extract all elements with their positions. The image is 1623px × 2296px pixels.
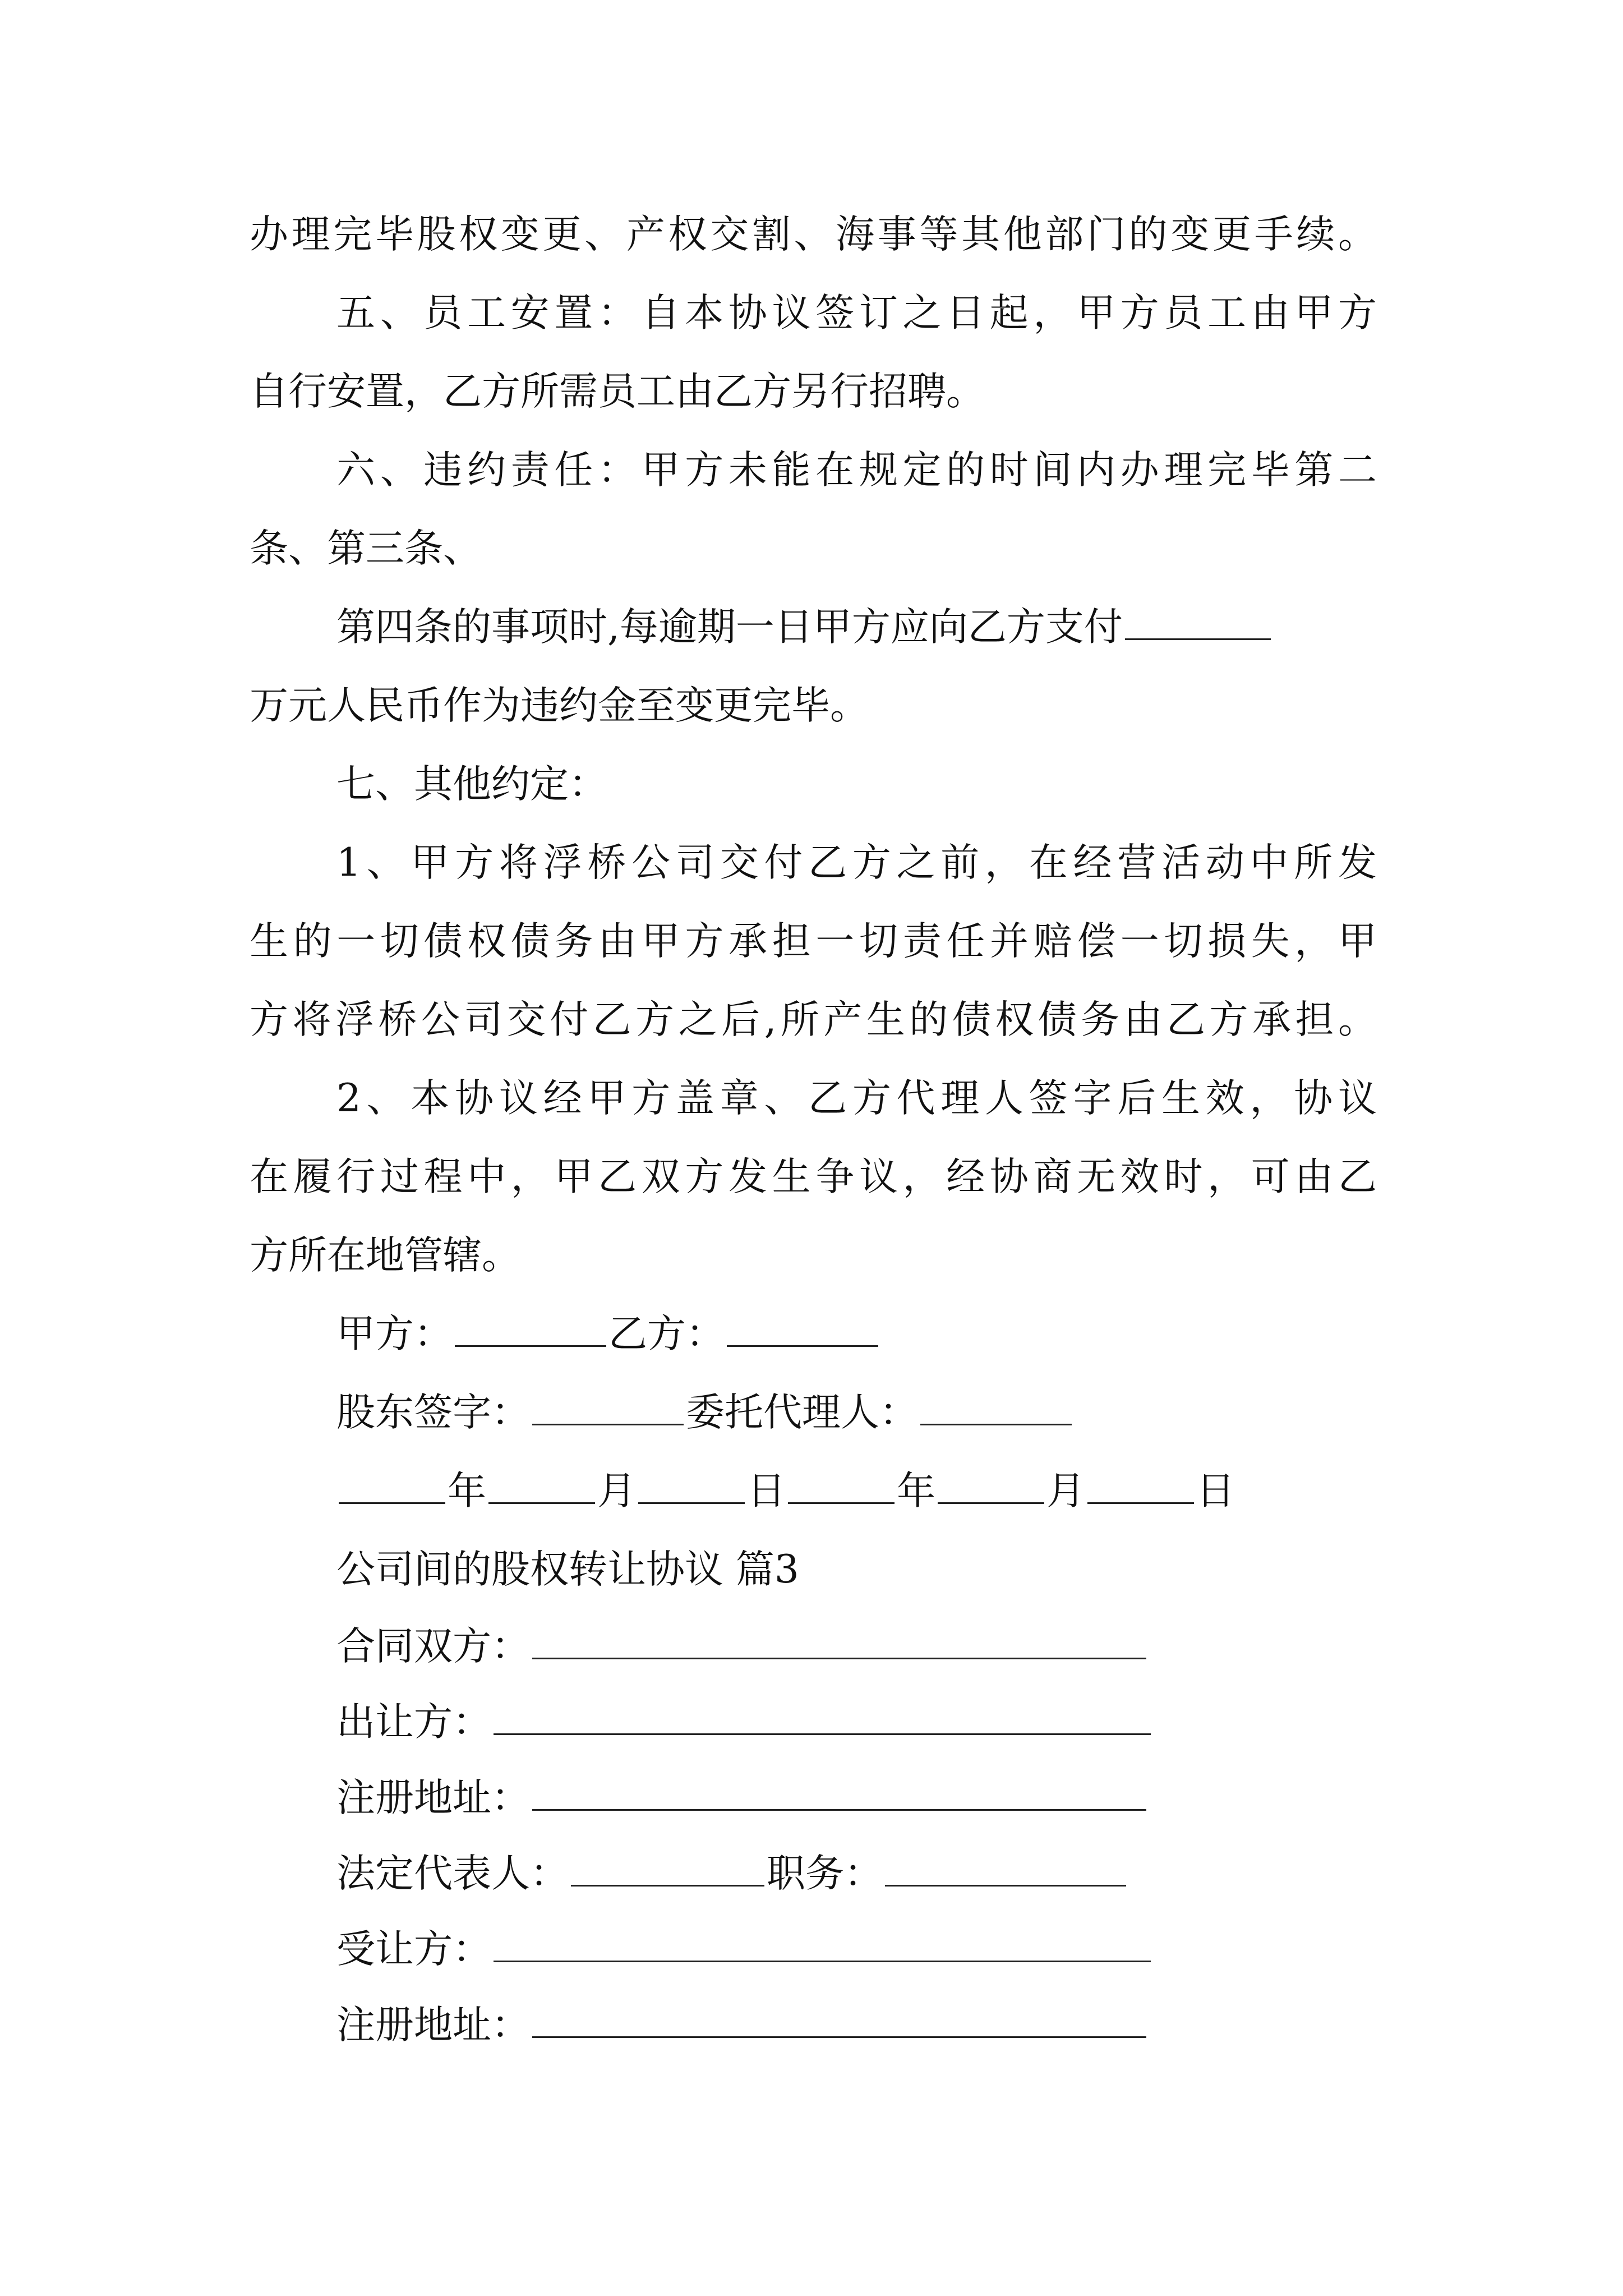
field-label: 注册地址： — [336, 1775, 530, 1820]
party-b-label: 乙方： — [608, 1312, 725, 1356]
year-blank-b[interactable] — [788, 1502, 895, 1504]
penalty-line — [336, 599, 1377, 655]
paragraph-line: 方将浮桥公司交付乙方之后,所产生的债权债务由乙方承担。 — [250, 997, 1377, 1042]
shareholder-sign-blank[interactable] — [532, 1423, 684, 1425]
field-reg-address-1 — [336, 1770, 1377, 1826]
section-title: 公司间的股权转让协议 篇3 — [336, 1547, 799, 1592]
paragraph-line: 2、本协议经甲方盖章、乙方代理人签字后生效，协议 — [336, 1076, 1377, 1121]
legal-rep-blank[interactable] — [571, 1884, 764, 1887]
party-b-blank[interactable] — [727, 1345, 878, 1347]
parties-blank[interactable] — [532, 1657, 1146, 1659]
party-a-blank[interactable] — [455, 1345, 606, 1347]
month-label-a: 月 — [597, 1469, 636, 1513]
field-legal-rep — [336, 1846, 1377, 1902]
field-parties — [336, 1618, 1377, 1674]
position-blank[interactable] — [885, 1884, 1126, 1887]
field-label: 注册地址： — [336, 2003, 530, 2047]
signature-row-agents — [336, 1384, 1377, 1441]
field-label: 出让方： — [336, 1700, 491, 1745]
year-blank-a[interactable] — [339, 1502, 445, 1504]
paragraph-line: 五、员工安置：自本协议签订之日起，甲方员工由甲方 — [336, 291, 1377, 335]
penalty-amount-blank[interactable] — [1125, 638, 1271, 640]
field-transferor — [336, 1694, 1377, 1750]
agent-blank[interactable] — [920, 1423, 1072, 1425]
day-label-b: 日 — [1196, 1469, 1235, 1513]
month-blank-b[interactable] — [938, 1502, 1044, 1504]
month-blank-a[interactable] — [488, 1502, 595, 1504]
paragraph-line: 六、违约责任：甲方未能在规定的时间内办理完毕第二 — [336, 448, 1377, 493]
year-label-a: 年 — [448, 1469, 486, 1513]
field-label: 合同双方： — [336, 1624, 530, 1669]
paragraph-line: 七、其他约定： — [336, 762, 607, 807]
party-a-label: 甲方： — [336, 1312, 453, 1356]
field-transferee — [336, 1921, 1377, 1977]
paragraph-text: 第四条的事项时,每逾期一日甲方应向乙方支付 — [336, 605, 1123, 650]
paragraph-line: 自行安置，乙方所需员工由乙方另行招聘。 — [250, 369, 985, 414]
reg-address-1-blank[interactable] — [532, 1809, 1146, 1811]
transferee-blank[interactable] — [494, 1960, 1151, 1962]
paragraph-line: 1、甲方将浮桥公司交付乙方之前，在经营活动中所发 — [336, 840, 1377, 885]
paragraph-line: 条、第三条、 — [250, 526, 482, 571]
day-blank-b[interactable] — [1087, 1502, 1194, 1504]
paragraph-line: 生的一切债权债务由甲方承担一切责任并赔偿一切损失，甲 — [250, 919, 1377, 964]
day-blank-a[interactable] — [638, 1502, 745, 1504]
field-label: 法定代表人： — [336, 1851, 569, 1896]
paragraph-line: 办理完毕股权变更、产权交割、海事等其他部门的变更手续。 — [250, 212, 1377, 257]
signature-row-parties — [336, 1306, 1377, 1362]
field-label: 受让方： — [336, 1927, 491, 1972]
date-row — [336, 1463, 1377, 1519]
agent-label: 委托代理人： — [686, 1390, 918, 1435]
paragraph-line: 万元人民币作为违约金至变更完毕。 — [250, 683, 869, 728]
month-label-b: 月 — [1046, 1469, 1085, 1513]
transferor-blank[interactable] — [494, 1733, 1151, 1735]
day-label-a: 日 — [747, 1469, 786, 1513]
field-reg-address-2 — [336, 1997, 1377, 2053]
year-label-b: 年 — [897, 1469, 935, 1513]
shareholder-sign-label: 股东签字： — [336, 1390, 530, 1435]
field-label: 职务： — [767, 1851, 883, 1896]
paragraph-line: 在履行过程中，甲乙双方发生争议，经协商无效时，可由乙 — [250, 1154, 1377, 1199]
reg-address-2-blank[interactable] — [532, 2036, 1146, 2038]
paragraph-line: 方所在地管辖。 — [250, 1233, 520, 1278]
